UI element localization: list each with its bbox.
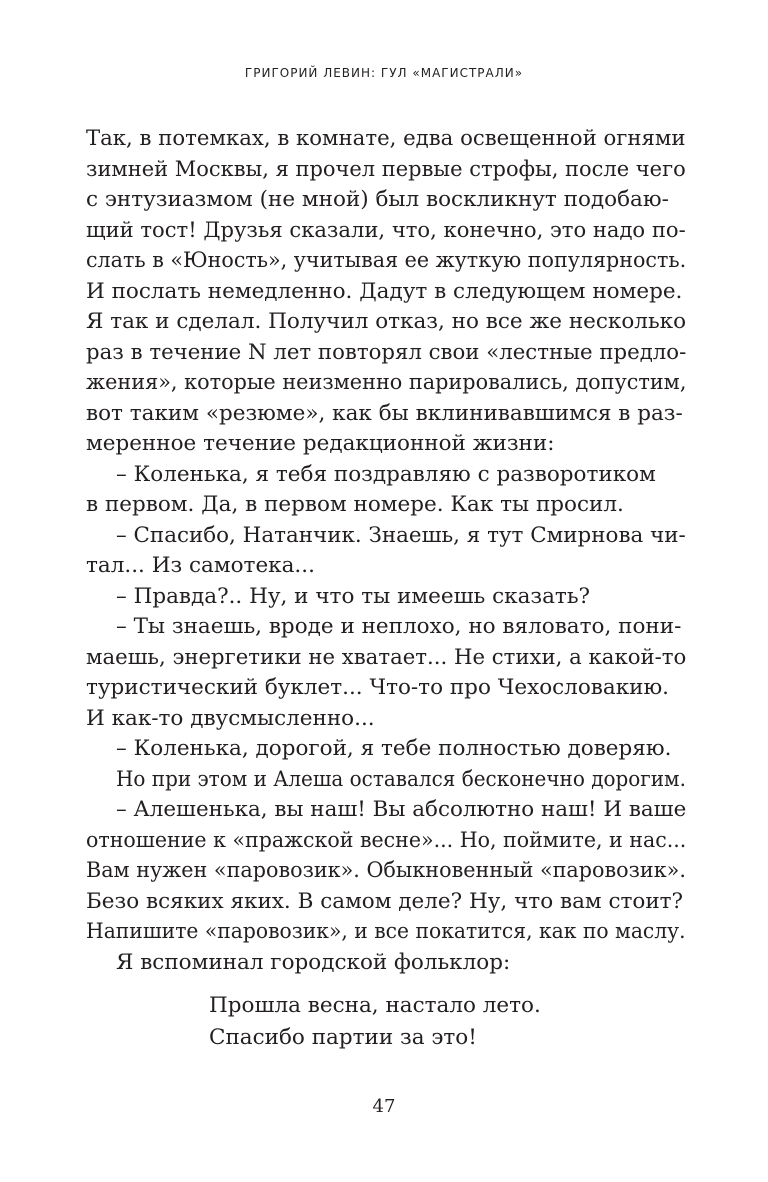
- text-line: И послать немедленно. Дадут в следующем номере.: [86, 278, 683, 304]
- dialogue-line: – Коленька, я тебя поздравляю с разворотиком: [116, 461, 656, 487]
- dialogue-line: – Правда?.. Ну, и что ты имеешь сказать?: [116, 583, 591, 609]
- body-text: [86, 124, 686, 978]
- text-line: слать в «Юность», учитывая ее жуткую популярность.: [86, 248, 687, 273]
- text-line: маешь, энергетики не хватает... Не стихи, а какой-то: [86, 644, 687, 670]
- text-line: Вам нужен «паровозик». Обыкновенный «паровозик».: [86, 858, 686, 883]
- text-line: Безо всяких яких. В самом деле? Ну, что вам стоит?: [86, 888, 684, 914]
- text-line: вот таким «резюме», как бы вклинивавшимся в раз-: [86, 400, 683, 426]
- dialogue-line: – Спасибо, Натанчик. Знаешь, я тут Смирнова чи-: [116, 522, 686, 548]
- page-number: 47: [372, 1096, 396, 1117]
- text-line: Я вспоминал городской фольклор:: [116, 949, 511, 975]
- dialogue-line: – Ты знаешь, вроде и неплохо, но вяловато, пони-: [116, 614, 682, 639]
- text-line: Так, в потемках, в комнате, едва освещенной огнями: [86, 126, 686, 151]
- text-line: раз в течение N лет повторял свои «лестные предло-: [86, 339, 687, 365]
- text-line: туристический буклет... Что-то про Чехословакию.: [86, 675, 670, 700]
- text-line: с энтузиазмом (не мной) был воскликнут подобаю-: [86, 187, 669, 212]
- verse-line: Прошла весна, настало лето.: [209, 993, 541, 1018]
- text-line: зимней Москвы, я прочел первые строфы, после чего: [86, 156, 686, 182]
- text-line: тал... Из самотека...: [86, 553, 315, 578]
- verse-block: [209, 990, 541, 1054]
- text-line: Но при этом и Алеша оставался бесконечно дорогим.: [116, 766, 686, 792]
- text-line: Напишите «паровозик», и все покатится, как по маслу.: [86, 919, 686, 944]
- text-line: меренное течение редакционной жизни:: [86, 431, 555, 456]
- text-line: И как-то двусмысленно...: [86, 705, 375, 731]
- dialogue-line: – Алешенька, вы наш! Вы абсолютно наш! И ваше: [116, 797, 687, 822]
- dialogue-line: – Коленька, дорогой, я тебе полностью доверяю.: [116, 736, 672, 761]
- verse-line: Спасибо партии за это!: [209, 1025, 477, 1050]
- running-header: ГРИГОРИЙ ЛЕВИН: ГУЛ «МАГИСТРАЛИ»: [244, 66, 524, 80]
- text-line: жения», которые неизменно парировались, допустим,: [86, 370, 687, 395]
- text-line: щий тост! Друзья сказали, что, конечно, это надо по-: [86, 217, 686, 243]
- text-line: Я так и сделал. Получил отказ, но все же несколько: [86, 309, 687, 334]
- text-line: отношение к «пражской весне»... Но, поймите, и нас...: [86, 827, 687, 853]
- text-line: в первом. Да, в первом номере. Как ты просил.: [86, 492, 624, 517]
